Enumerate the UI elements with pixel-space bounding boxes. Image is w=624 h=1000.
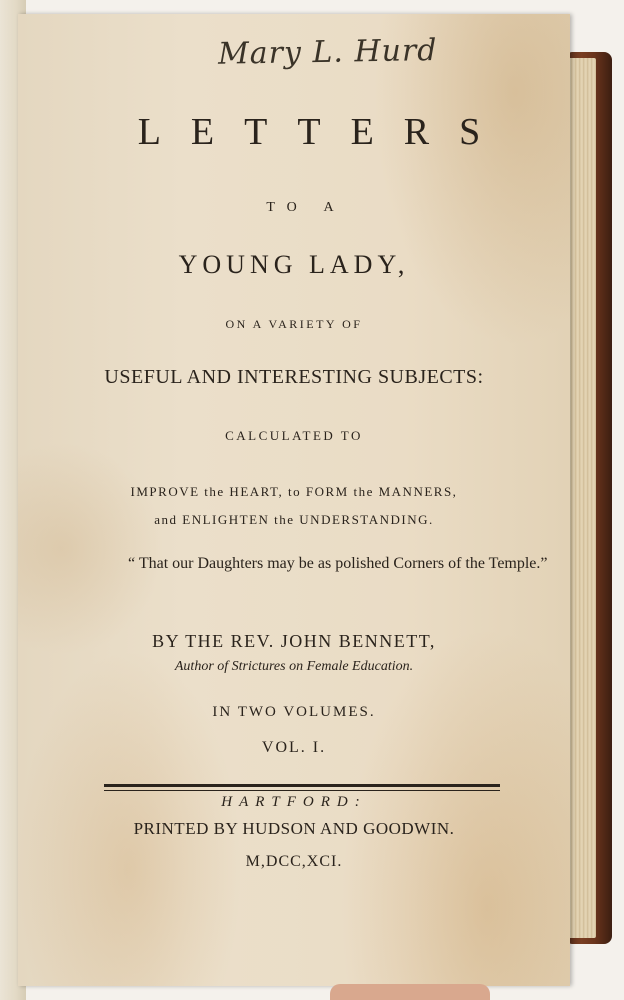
imprint-date: M,DCC,XCI. <box>245 853 343 870</box>
book-title: LETTERS <box>137 111 511 153</box>
imprint-rule-thin <box>104 790 500 791</box>
imprint-printer: PRINTED BY HUDSON AND GOODWIN. <box>133 819 455 838</box>
subtitle-calculated: CALCULATED TO <box>225 428 363 443</box>
author-line: BY THE REV. JOHN BENNETT, <box>152 631 436 651</box>
subtitle-useful: USEFUL AND INTERESTING SUBJECTS: <box>104 366 484 388</box>
volumes-line: IN TWO VOLUMES. <box>212 704 376 720</box>
holding-finger <box>330 984 490 1000</box>
subtitle-enlighten: and ENLIGHTEN the UNDERSTANDING. <box>154 512 434 527</box>
imprint-rule-thick <box>104 784 500 787</box>
author-credentials: Author of Strictures on Female Education. <box>174 659 414 674</box>
volume-number: VOL. I. <box>261 739 327 756</box>
subtitle-variety: ON A VARIETY OF <box>225 317 363 331</box>
owner-signature: Mary L. Hurd <box>217 32 438 72</box>
title-page <box>18 14 570 986</box>
epigraph-quote: “ That our Daughters may be as polished Corners of the Temple.” <box>128 555 548 572</box>
subtitle-young-lady: YOUNG LADY, <box>178 250 410 279</box>
subtitle-improve: IMPROVE the HEART, to FORM the MANNERS, <box>130 484 458 499</box>
subtitle-to-a: TO A <box>266 200 346 215</box>
imprint-place: HARTFORD: <box>221 794 367 810</box>
